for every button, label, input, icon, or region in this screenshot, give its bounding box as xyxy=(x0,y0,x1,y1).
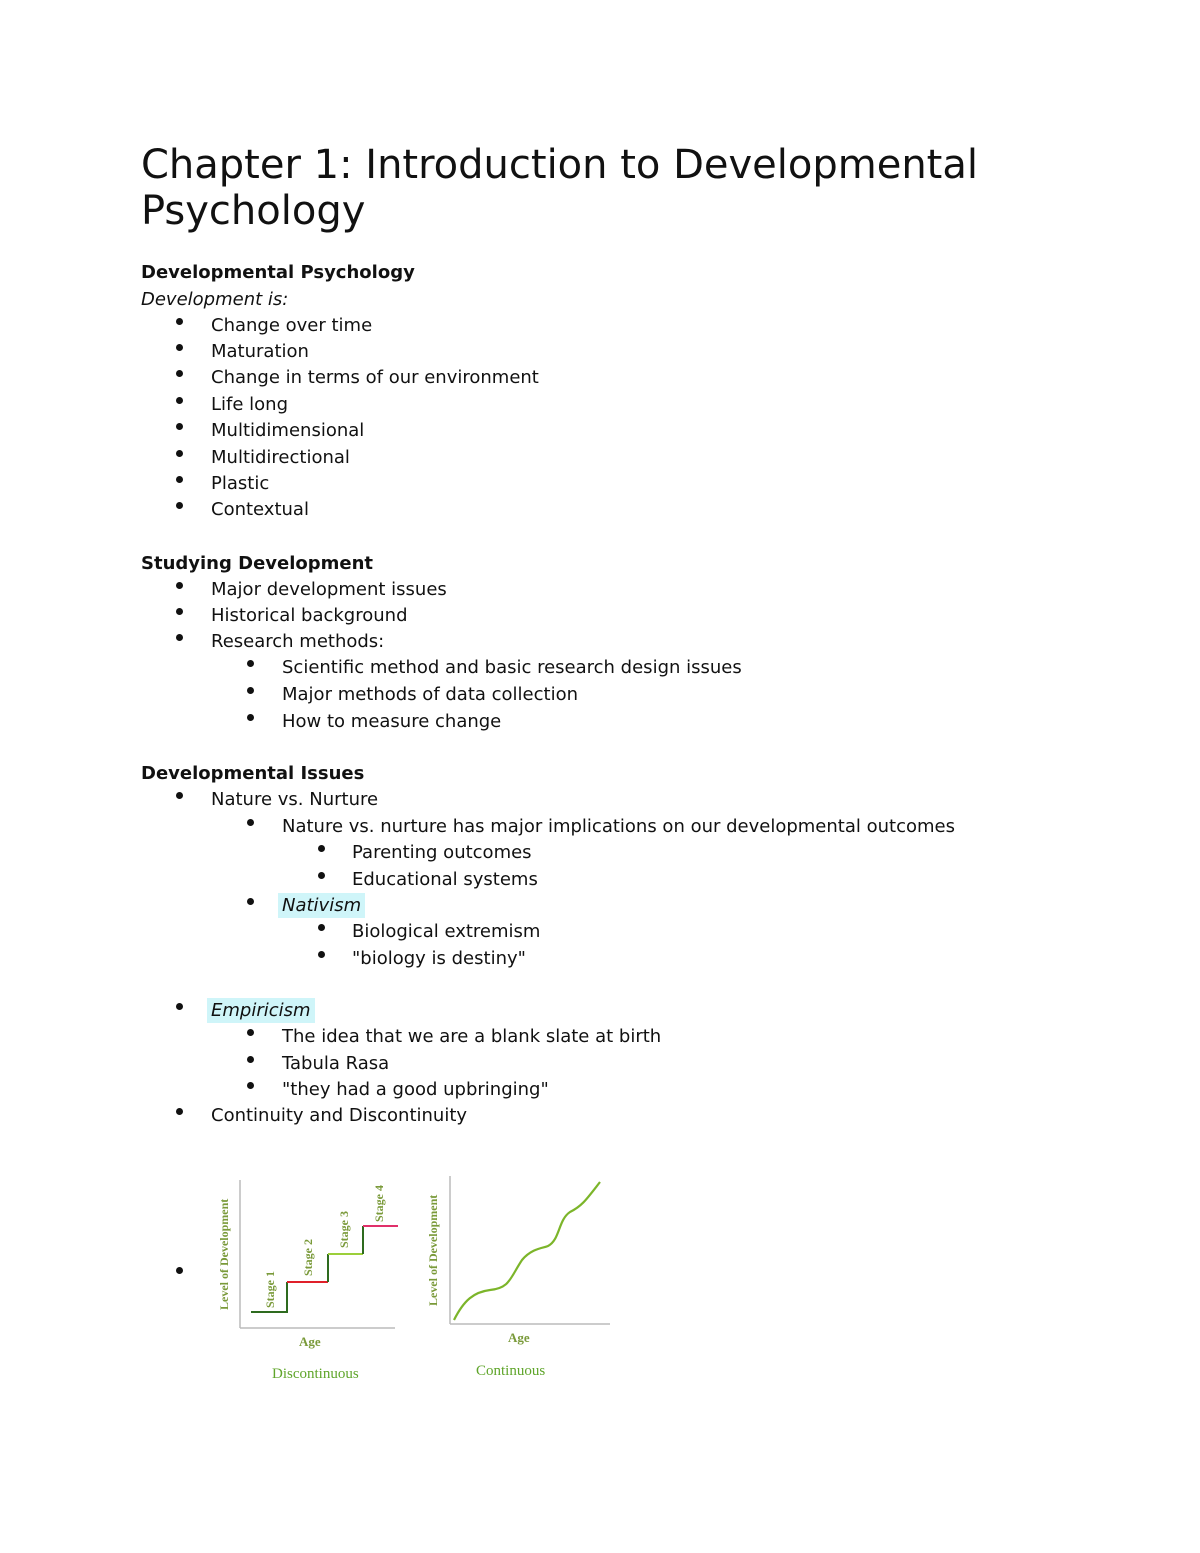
bullet xyxy=(247,1029,254,1036)
list-item: "biology is destiny" xyxy=(352,948,526,969)
bullet xyxy=(247,687,254,694)
bullet xyxy=(176,450,183,457)
x-axis-label: Age xyxy=(508,1330,530,1345)
list-item: Maturation xyxy=(211,341,309,362)
section-heading-issues: Developmental Issues xyxy=(141,763,365,784)
bullet xyxy=(176,370,183,377)
discontinuous-diagram xyxy=(205,1160,410,1390)
bullet xyxy=(176,476,183,483)
y-axis-label: Level of Development xyxy=(217,1198,231,1310)
stage-label: Stage 2 xyxy=(301,1239,315,1276)
bullet xyxy=(176,1267,183,1274)
stage-label: Stage 3 xyxy=(337,1211,351,1248)
list-item: Major methods of data collection xyxy=(282,684,579,705)
bullet xyxy=(318,845,325,852)
bullet xyxy=(318,951,325,958)
list-item: Multidirectional xyxy=(211,447,350,468)
section-heading-devpsych: Developmental Psychology xyxy=(141,262,415,283)
page-title-line2: Psychology xyxy=(141,188,366,234)
list-item: Tabula Rasa xyxy=(282,1053,390,1074)
list-item: Nature vs. Nurture xyxy=(211,789,379,810)
list-item: Multidimensional xyxy=(211,420,365,441)
x-axis-label: Age xyxy=(299,1334,321,1349)
bullet xyxy=(176,397,183,404)
list-item: How to measure change xyxy=(282,711,502,732)
list-item: Contextual xyxy=(211,499,309,520)
bullet xyxy=(176,634,183,641)
y-axis-label: Level of Development xyxy=(426,1194,440,1306)
bullet xyxy=(247,660,254,667)
list-item xyxy=(211,1000,315,1022)
continuous-curve xyxy=(454,1182,600,1320)
bullet xyxy=(318,924,325,931)
bullet xyxy=(176,582,183,589)
list-item: "they had a good upbringing" xyxy=(282,1079,549,1100)
list-item xyxy=(282,895,365,917)
bullet xyxy=(247,714,254,721)
list-item: Educational systems xyxy=(352,869,538,890)
bullet xyxy=(247,1056,254,1063)
list-item: Plastic xyxy=(211,473,270,494)
figure-caption: Discontinuous xyxy=(272,1366,359,1382)
list-item: Research methods: xyxy=(211,631,385,652)
page-title-line1: Chapter 1: Introduction to Developmental xyxy=(141,142,978,188)
list-item: The idea that we are a blank slate at birth xyxy=(282,1026,662,1047)
highlight-term: Empiricism xyxy=(207,998,315,1023)
bullet xyxy=(176,344,183,351)
bullet xyxy=(176,502,183,509)
list-item: Continuity and Discontinuity xyxy=(211,1105,468,1126)
bullet xyxy=(247,1082,254,1089)
bullet xyxy=(176,608,183,615)
section-subheading: Development is: xyxy=(141,289,289,310)
list-item: Life long xyxy=(211,394,289,415)
highlight-term: Nativism xyxy=(278,893,365,918)
bullet xyxy=(176,423,183,430)
bullet xyxy=(176,318,183,325)
list-item: Parenting outcomes xyxy=(352,842,532,863)
list-item: Scientific method and basic research design issues xyxy=(282,657,742,678)
list-item: Biological extremism xyxy=(352,921,541,942)
list-item: Change in terms of our environment xyxy=(211,367,539,388)
bullet xyxy=(176,792,183,799)
list-item: Historical background xyxy=(211,605,408,626)
list-item: Nature vs. nurture has major implications on our developmental outcomes xyxy=(282,816,955,837)
stage-label: Stage 1 xyxy=(263,1271,277,1308)
list-item: Change over time xyxy=(211,315,373,336)
stage-label: Stage 4 xyxy=(372,1185,386,1222)
figure-caption: Continuous xyxy=(476,1363,546,1379)
bullet xyxy=(247,819,254,826)
continuous-diagram xyxy=(418,1160,618,1390)
bullet xyxy=(318,872,325,879)
bullet xyxy=(176,1108,183,1115)
list-item: Major development issues xyxy=(211,579,447,600)
bullet xyxy=(176,1003,183,1010)
bullet xyxy=(247,898,254,905)
section-heading-studying: Studying Development xyxy=(141,553,374,574)
